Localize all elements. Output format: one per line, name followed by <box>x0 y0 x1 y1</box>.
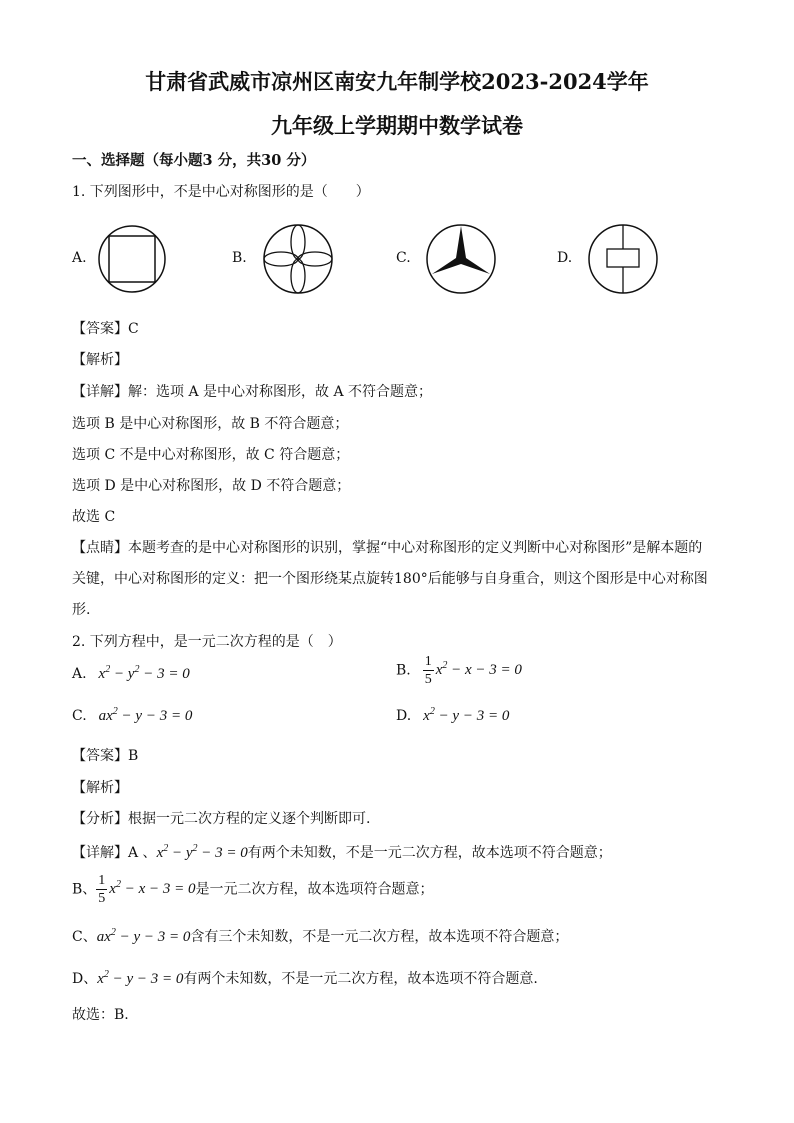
q1-option-c-label: C. <box>396 250 411 266</box>
q2-option-b-label: B. <box>396 662 411 679</box>
q2-answer: 【答案】B <box>72 748 139 764</box>
q1-stem: 1. 下列图形中，不是中心对称图形的是（ ） <box>72 184 370 200</box>
q1-detail-line: 选项 D 是中心对称图形，故 D 不符合题意； <box>72 478 351 494</box>
q2-option-d-equation: $x^2 - y - 3 = 0$ <box>415 706 510 724</box>
q1-conclusion: 故选 C <box>72 509 116 525</box>
q1-comment-line: 形. <box>72 602 91 618</box>
q2-option-c-equation: $ax^2 - y - 3 = 0$ <box>91 706 193 724</box>
q1-detail-line: 选项 B 是中心对称图形，故 B 不符合题意； <box>72 416 349 432</box>
q1-analysis-label: 【解析】 <box>72 352 128 368</box>
q1-comment-line: 【点睛】本题考查的是中心对称图形的识别，掌握“中心对称图形的定义判断中心对称图形”是解本题的 <box>72 540 703 556</box>
q1-detail-line: 【详解】解：选项 A 是中心对称图形，故 A 不符合题意； <box>72 384 433 400</box>
q2-option-c-label: C. <box>72 708 87 724</box>
q2-option-a-label: A. <box>72 666 87 682</box>
q1-figure-a-circle-square <box>95 222 169 296</box>
section-heading: 一、选择题（每小题3 分，共30 分） <box>72 152 316 169</box>
q2-option-b-equation: $\frac{1}{5}$ $x^2 - x - 3 = 0$ <box>424 654 522 687</box>
q1-comment-line: 关键，中心对称图形的定义：把一个图形绕某点旋转180°后能够与自身重合，则这个图形是中心对称图 <box>72 571 708 587</box>
q1-figure-c-three-point-star <box>424 222 498 296</box>
q2-detail-c: C、$ax^2 - y - 3 = 0$含有三个未知数，不是一元二次方程，故本选项不符合题意； <box>72 927 569 945</box>
q2-conclusion: 故选：B. <box>72 1007 129 1023</box>
q2-detail-b: B、 $\frac{1}{5}$ $x^2 - x - 3 = 0$是一元二次方程，故本选项符合题意； <box>72 873 434 906</box>
q2-option-b <box>396 655 522 687</box>
q1-detail-line: 选项 C 不是中心对称图形，故 C 符合题意； <box>72 447 350 463</box>
q1-option-d-label: D. <box>557 250 573 266</box>
q1-figure-b-four-petals <box>261 222 335 296</box>
q1-figure-d-circle-rectangle <box>586 222 660 296</box>
fraction: $\frac{1}{5}$ <box>424 654 432 687</box>
q2-stem: 2. 下列方程中，是一元二次方程的是（ ） <box>72 634 342 650</box>
doc-title-line2: 九年级上学期期中数学试卷 <box>271 113 523 138</box>
q1-answer: 【答案】C <box>72 321 139 337</box>
q2-option-c <box>72 708 192 725</box>
q1-option-b-label: B. <box>232 250 247 266</box>
q2-option-a-equation: $x^2 - y^2 - 3 = 0$ <box>91 664 190 682</box>
q2-option-d <box>396 708 509 725</box>
q2-option-d-label: D. <box>396 708 412 724</box>
doc-title-line1: 甘肃省武威市凉州区南安九年制学校2023-2024学年 <box>145 69 649 94</box>
fraction: $\frac{1}{5}$ <box>98 873 106 906</box>
q2-option-a <box>72 666 190 683</box>
q2-analysis-label: 【解析】 <box>72 780 128 796</box>
q2-analyze: 【分析】根据一元二次方程的定义逐个判断即可. <box>72 811 371 827</box>
q1-option-a-label: A. <box>72 250 87 266</box>
q2-detail-a: 【详解】A 、$x^2 - y^2 - 3 = 0$有两个未知数，不是一元二次方程，故本选项不符合题意； <box>72 843 612 861</box>
q2-detail-d: D、$x^2 - y - 3 = 0$有两个未知数，不是一元二次方程，故本选项不符合题意. <box>72 969 538 987</box>
